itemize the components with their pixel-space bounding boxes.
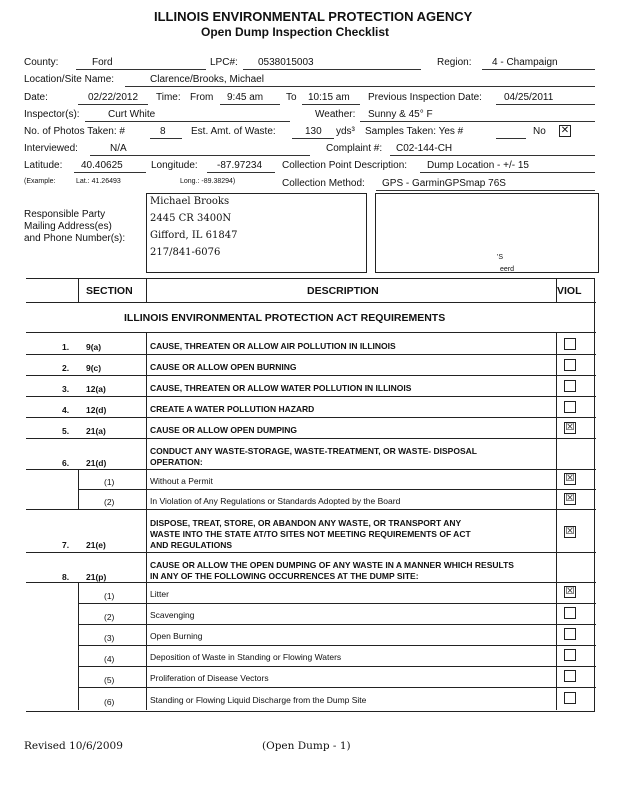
sub-description: Without a Permit (150, 476, 213, 486)
row-section: 12(a) (86, 384, 106, 394)
photos-value: 8 (160, 126, 166, 137)
row-number: 1. (62, 342, 70, 352)
row-number: 5. (62, 426, 70, 436)
row-description: OPERATION: (150, 457, 203, 467)
date-value: 02/22/2012 (88, 92, 139, 103)
sub-number: (1) (104, 591, 115, 601)
act-heading: ILLINOIS ENVIRONMENTAL PROTECTION ACT REQUIREMENTS (124, 312, 446, 324)
sub-number: (6) (104, 697, 115, 707)
row-section: 21(e) (86, 540, 106, 550)
viol-checkbox[interactable]: ☒ (565, 586, 575, 597)
region-value: 4 - Champaign (492, 57, 558, 68)
form-title: Open Dump Inspection Checklist (201, 25, 390, 39)
second-party-box (375, 193, 599, 273)
sub-number: (3) (104, 633, 115, 643)
row-description: DISPOSE, TREAT, STORE, OR ABANDON ANY WASTE, OR TRANSPORT ANY (150, 518, 462, 528)
viol-checkbox[interactable]: ☒ (565, 493, 575, 504)
row-description: IN ANY OF THE FOLLOWING OCCURRENCES AT THE DUMP SITE: (150, 571, 419, 581)
rp-label-1: Responsible Party (24, 209, 106, 220)
row-section: 9(a) (86, 342, 102, 352)
row-description: AND REGULATIONS (150, 540, 233, 550)
row-description: CREATE A WATER POLLUTION HAZARD (150, 404, 315, 414)
rp-line: 2445 CR 3400N (150, 213, 232, 224)
complaint-value: C02-144-CH (396, 143, 453, 154)
location-value: Clarence/Brooks, Michael (150, 74, 264, 85)
row-number: 3. (62, 384, 70, 394)
interviewed-label: Interviewed: (24, 143, 78, 154)
samples-no-checkbox[interactable]: ✕ (560, 125, 570, 136)
to-value: 10:15 am (308, 92, 350, 103)
viol-checkbox[interactable]: ☒ (565, 473, 575, 484)
sub-description: Standing or Flowing Liquid Discharge from the Dump Site (150, 695, 367, 705)
viol-checkbox[interactable] (564, 401, 576, 413)
sub-number: (5) (104, 675, 115, 685)
complaint-label: Complaint #: (326, 143, 383, 154)
obscured-fragment: eerd (500, 266, 515, 273)
sub-description: In Violation of Any Regulations or Standards Adopted by the Board (150, 496, 401, 506)
viol-checkbox[interactable] (564, 628, 576, 640)
row-description: CAUSE OR ALLOW THE OPEN DUMPING OF ANY WASTE IN A MANNER WHICH RESULTS (150, 560, 514, 570)
sub-number: (2) (104, 497, 115, 507)
rp-line: Gifford, IL 61847 (150, 230, 238, 241)
row-description: CAUSE OR ALLOW OPEN BURNING (150, 362, 297, 372)
row-section: 21(p) (86, 572, 107, 582)
sub-number: (4) (104, 654, 115, 664)
viol-checkbox[interactable] (564, 359, 576, 371)
interviewed-value: N/A (110, 143, 127, 154)
rp-line: 217/841-6076 (150, 247, 221, 258)
sub-number: (1) (104, 477, 115, 487)
collection-point-value: Dump Location - +/- 15 (427, 160, 529, 171)
inspector-value: Curt White (108, 109, 156, 120)
waste-label: Est. Amt. of Waste: (191, 126, 276, 137)
lpc-value: 0538015003 (258, 57, 314, 68)
collection-method-value: GPS - GarminGPSmap 76S (382, 178, 506, 189)
from-label: From (190, 92, 214, 103)
sub-number: (2) (104, 612, 115, 622)
lpc-label: LPC#: (210, 57, 238, 68)
row-number: 4. (62, 405, 70, 415)
photos-label: No. of Photos Taken: # (24, 126, 125, 137)
revised-date: Revised 10/6/2009 (24, 740, 123, 752)
row-description: CAUSE OR ALLOW OPEN DUMPING (150, 425, 298, 435)
county-label: County: (24, 57, 59, 68)
date-label: Date: (24, 92, 48, 103)
samples-label: Samples Taken: Yes # (365, 126, 464, 137)
sub-description: Deposition of Waste in Standing or Flowing Waters (150, 652, 342, 662)
rp-label-2: Mailing Address(es) (24, 221, 112, 232)
collection-method-label: Collection Method: (282, 178, 365, 189)
rp-label-3: and Phone Number(s): (24, 233, 126, 244)
viol-checkbox[interactable] (564, 692, 576, 704)
longitude-value: -87.97234 (217, 160, 263, 171)
agency-title: ILLINOIS ENVIRONMENTAL PROTECTION AGENCY (154, 9, 473, 24)
viol-checkbox[interactable] (564, 380, 576, 392)
from-value: 9:45 am (227, 92, 264, 103)
samples-no-label: No (533, 126, 546, 137)
sub-description: Proliferation of Disease Vectors (150, 673, 269, 683)
row-section: 12(d) (86, 405, 107, 415)
region-label: Region: (437, 57, 472, 68)
row-number: 7. (62, 540, 70, 550)
obscured-fragment: 'S (497, 254, 504, 261)
row-number: 8. (62, 572, 70, 582)
county-value: Ford (92, 57, 113, 68)
viol-checkbox[interactable] (564, 649, 576, 661)
longitude-label: Longitude: (151, 160, 198, 171)
to-label: To (286, 92, 297, 103)
example-label: (Example: (24, 178, 56, 185)
latitude-label: Latitude: (24, 160, 63, 171)
row-description: CONDUCT ANY WASTE-STORAGE, WASTE-TREATMENT, OR WASTE- DISPOSAL (150, 446, 477, 456)
description-header: DESCRIPTION (307, 285, 379, 297)
location-label: Location/Site Name: (24, 74, 115, 85)
rp-line: Michael Brooks (150, 196, 230, 207)
weather-label: Weather: (315, 109, 356, 120)
row-section: 21(a) (86, 426, 106, 436)
row-number: 2. (62, 363, 70, 373)
row-description: WASTE INTO THE STATE AT/TO SITES NOT MEETING REQUIREMENTS OF ACT (150, 529, 471, 539)
collection-point-label: Collection Point Description: (282, 160, 408, 171)
viol-checkbox[interactable]: ☒ (565, 526, 575, 537)
sub-description: Open Burning (150, 631, 203, 641)
page-label: (Open Dump - 1) (262, 740, 351, 752)
row-description: CAUSE, THREATEN OR ALLOW AIR POLLUTION IN ILLINOIS (150, 341, 396, 351)
prev-inspection-label: Previous Inspection Date: (368, 92, 482, 103)
row-section: 9(c) (86, 363, 102, 373)
row-description: CAUSE, THREATEN OR ALLOW WATER POLLUTION IN ILLINOIS (150, 383, 412, 393)
yds-unit: yds³ (336, 126, 355, 137)
prev-inspection-value: 04/25/2011 (504, 92, 554, 103)
inspector-label: Inspector(s): (24, 109, 80, 120)
viol-checkbox[interactable] (564, 607, 576, 619)
viol-header: VIOL (557, 285, 582, 297)
latitude-value: 40.40625 (81, 160, 123, 171)
example-lat: Lat.: 41.26493 (76, 178, 121, 185)
weather-value: Sunny & 45° F (368, 109, 433, 120)
sub-description: Litter (150, 589, 169, 599)
viol-checkbox[interactable] (564, 338, 576, 350)
viol-checkbox[interactable] (564, 670, 576, 682)
waste-value: 130 (305, 126, 322, 137)
section-header: SECTION (86, 285, 133, 297)
time-label: Time: (156, 92, 181, 103)
row-section: 21(d) (86, 458, 107, 468)
sub-description: Scavenging (150, 610, 195, 620)
row-number: 6. (62, 458, 70, 468)
viol-checkbox[interactable]: ☒ (565, 422, 575, 433)
example-long: Long.: -89.38294) (180, 178, 236, 185)
